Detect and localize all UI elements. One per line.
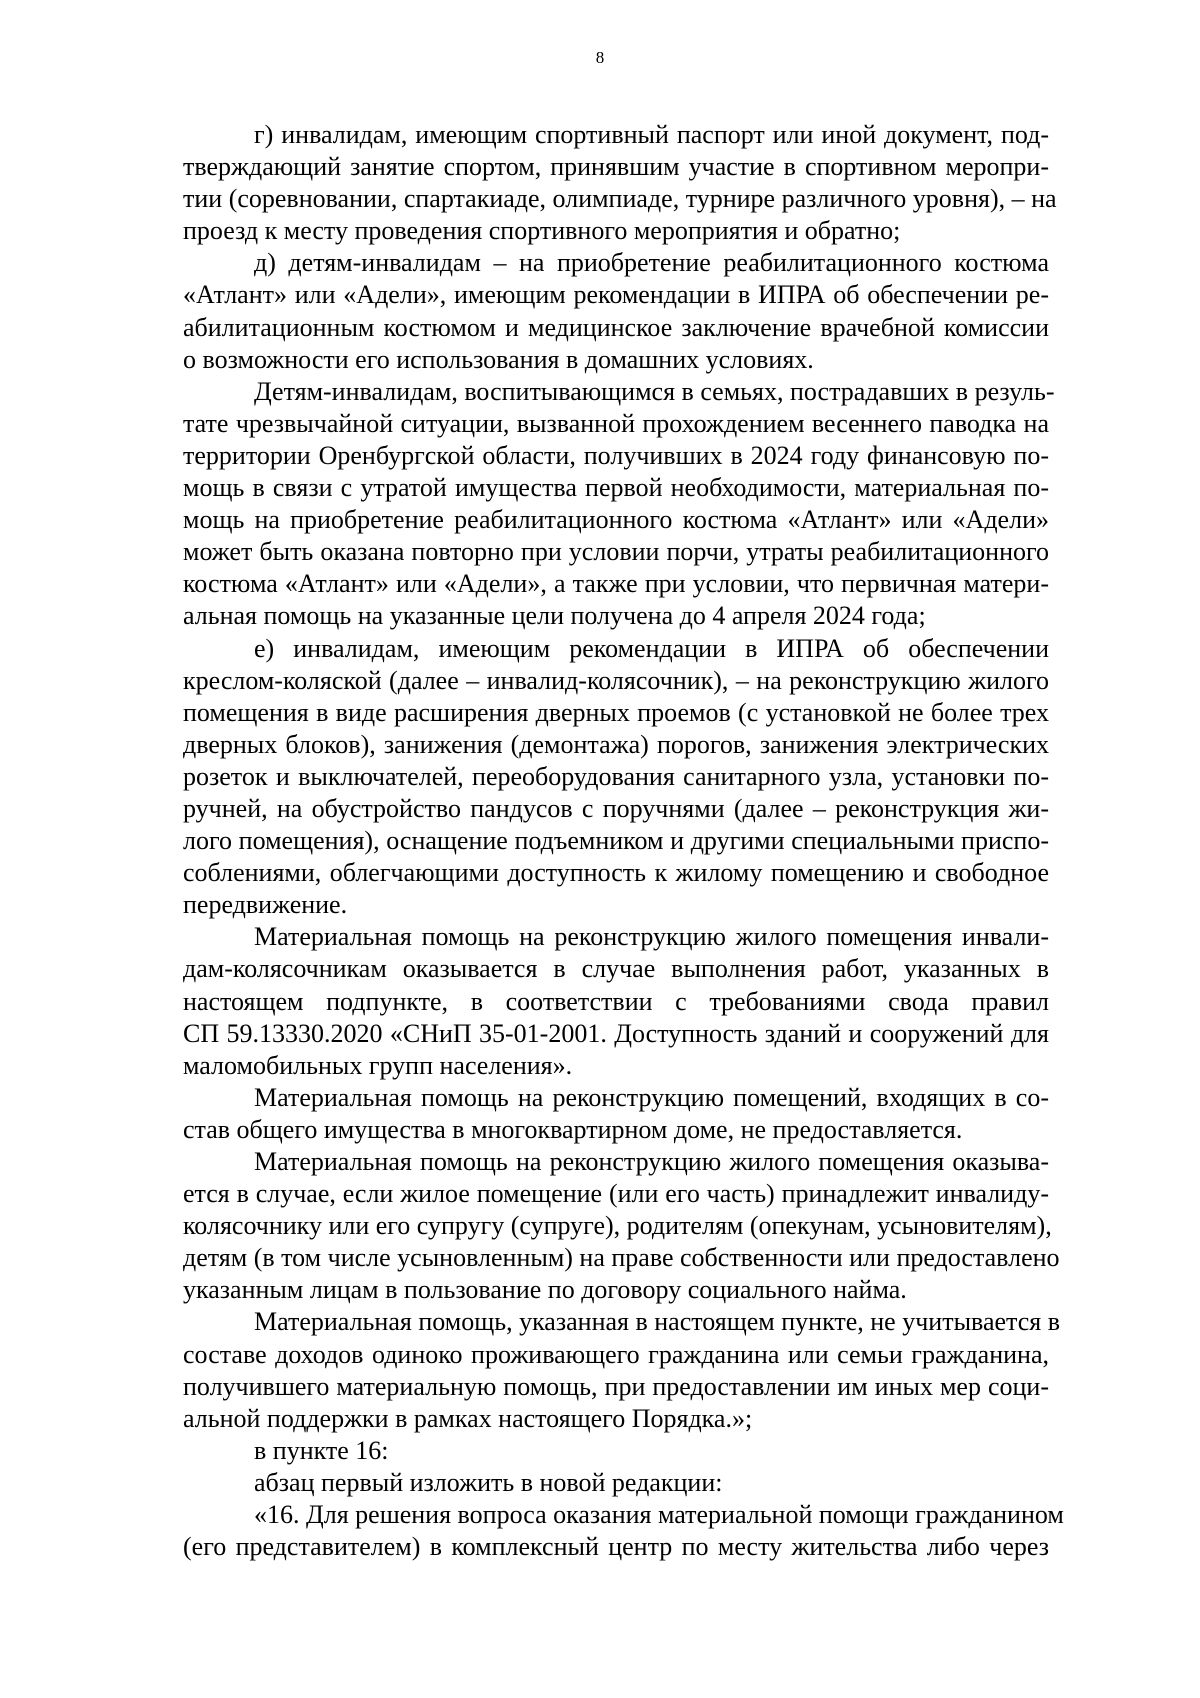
text-line: проезд к месту проведения спортивного мероприятия и обратно;: [183, 216, 901, 246]
text-line: Материальная помощь на реконструкцию жилого помещения оказыва-: [254, 1147, 1049, 1176]
text-line: соблениями, облегчающими доступность к жилому помещению и свободное: [183, 858, 1049, 888]
text-line: розеток и выключателей, переоборудования санитарного узла, установки по-: [183, 761, 1049, 791]
paragraph-first-para: [183, 1467, 1049, 1499]
text-line: передвижение.: [183, 890, 348, 920]
text-line: костюма «Атлант» или «Адели», а также при условии, что первичная матери-: [183, 569, 1049, 599]
text-line: детям (в том числе усыновленным) на праве собственности или предоставлено: [183, 1243, 1060, 1273]
text-line: Материальная помощь на реконструкцию помещений, входящих в со-: [254, 1082, 1049, 1112]
text-line: колясочнику или его супругу (супруге), родителям (опекунам, усыновителям),: [183, 1211, 1052, 1241]
text-line: может быть оказана повторно при условии порчи, утраты реабилитационного: [183, 537, 1049, 567]
text-line: Материальная помощь, указанная в настоящем пункте, не учитывается в: [254, 1307, 1061, 1337]
text-line: в пункте 16:: [254, 1435, 389, 1465]
text-line: альная помощь на указанные цели получена до 4 апреля 2024 года;: [183, 601, 926, 631]
text-line: маломобильных групп населения».: [183, 1050, 573, 1080]
text-line: о возможности его использования в домашних условиях.: [183, 344, 814, 374]
text-line: составе доходов одиноко проживающего гражданина или семьи гражданина,: [183, 1339, 1049, 1369]
paragraph-g: [183, 119, 1057, 247]
text-line: (его представителем) в комплексный центр по месту жительства либо через: [183, 1532, 1049, 1562]
text-line: абзац первый изложить в новой редакции:: [254, 1467, 723, 1497]
text-line: дам-колясочникам оказывается в случае выполнения работ, указанных в: [183, 954, 1049, 984]
text-line: получившего материальную помощь, при предоставлении им иных мер соци-: [183, 1371, 1049, 1401]
paragraph-d: [183, 247, 1049, 375]
text-line: абилитационным костюмом и медицинское заключение врачебной комиссии: [183, 312, 1049, 342]
text-line: тверждающий занятие спортом, принявшим участие в спортивном меропри-: [183, 152, 1049, 182]
text-line: ется в случае, если жилое помещение (или его часть) принадлежит инвалиду-: [183, 1179, 1049, 1209]
text-line: дверных блоков), занижения (демонтажа) порогов, занижения электрических: [183, 729, 1049, 759]
paragraph-new-16: [183, 1499, 1064, 1563]
text-line: настоящем подпункте, в соответствии с требованиями свода правил: [183, 986, 1049, 1016]
text-line: е) инвалидам, имеющим рекомендации в ИПРА об обеспечении: [254, 633, 1049, 663]
text-line: мощь в связи с утратой имущества первой необходимости, материальная по-: [183, 473, 1049, 503]
text-line: креслом-коляской (далее – инвалид-колясочник), – на реконструкцию жилого: [183, 665, 1049, 695]
paragraph-common-property: [183, 1082, 1049, 1146]
paragraph-ownership: [183, 1146, 1060, 1306]
text-line: г) инвалидам, имеющим спортивный паспорт или иной документ, под-: [254, 120, 1049, 149]
paragraph-children: [183, 376, 1055, 633]
text-line: мощь на приобретение реабилитационного костюма «Атлант» или «Адели»: [183, 505, 1049, 535]
text-line: «16. Для решения вопроса оказания материальной помощи гражданином: [254, 1500, 1064, 1530]
text-line: альной поддержки в рамках настоящего Порядка.»;: [183, 1403, 753, 1433]
paragraph-reconstruction: [183, 921, 1049, 1081]
text-line: Детям-инвалидам, воспитывающимся в семьях, пострадавших в резуль-: [254, 376, 1055, 406]
text-line: ручней, на обустройство пандусов с поручнями (далее – реконструкция жи-: [183, 793, 1049, 823]
text-line: д) детям-инвалидам – на приобретение реабилитационного костюма: [254, 248, 1049, 278]
text-line: Материальная помощь на реконструкцию жилого помещения инвали-: [254, 922, 1049, 952]
paragraph-e: [183, 633, 1049, 922]
text-line: «Атлант» или «Адели», имеющим рекомендации в ИПРА об обеспечении ре-: [183, 280, 1049, 310]
text-line: лого помещения), оснащение подъемником и другими специальными приспо-: [183, 826, 1049, 856]
page-number: 8: [595, 48, 605, 67]
text-line: СП 59.13330.2020 «СНиП 35-01-2001. Доступность зданий и сооружений для: [183, 1018, 1049, 1048]
text-line: территории Оренбургской области, получивших в 2024 году финансовую по-: [183, 440, 1049, 470]
text-line: помещения в виде расширения дверных проемов (с установкой не более трех: [183, 697, 1049, 727]
paragraph-income: [183, 1306, 1061, 1434]
paragraph-point16: [183, 1435, 1049, 1467]
text-line: тии (соревновании, спартакиаде, олимпиаде, турнире различного уровня), – на: [183, 184, 1057, 214]
text-line: указанным лицам в пользование по договору социального найма.: [183, 1275, 907, 1305]
document-body: [183, 119, 1064, 1563]
text-line: тате чрезвычайной ситуации, вызванной прохождением весеннего паводка на: [183, 408, 1049, 438]
text-line: став общего имущества в многоквартирном доме, не предоставляется.: [183, 1114, 963, 1144]
